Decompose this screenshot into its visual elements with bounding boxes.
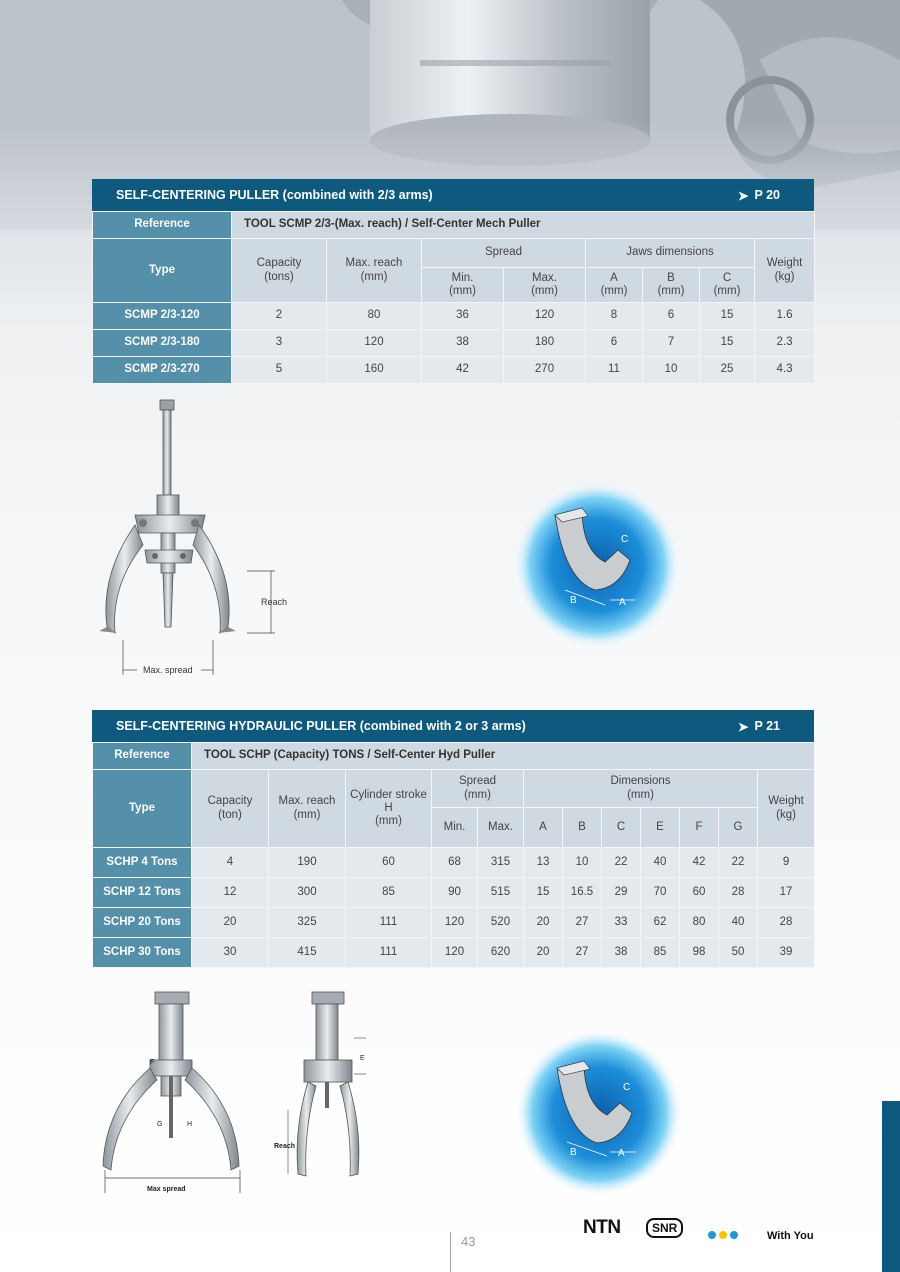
table-row (93, 303, 815, 330)
spread-min-header: Min. (432, 808, 478, 848)
cell-weight: 28 (758, 908, 815, 938)
spread-header: Spread (422, 239, 586, 268)
snr-logo: SNR (646, 1218, 683, 1238)
max-reach-header: Max. reach (mm) (269, 770, 346, 848)
weight-header: Weight (kg) (758, 770, 815, 848)
cell-g: 40 (719, 908, 758, 938)
cell-b: 6 (643, 303, 700, 330)
dot-icon (719, 1231, 727, 1239)
cell-min: 120 (432, 908, 478, 938)
cell-weight: 17 (758, 878, 815, 908)
cell-a: 20 (524, 908, 563, 938)
cell-weight: 4.3 (755, 357, 815, 384)
arrow-right-icon: ➤ (738, 719, 749, 734)
cell-e: 40 (641, 848, 680, 878)
cell-max: 180 (504, 330, 586, 357)
cell-min: 90 (432, 878, 478, 908)
jaw-a-label: A (618, 1148, 625, 1159)
cell-a: 6 (586, 330, 643, 357)
row-type: SCMP 2/3-180 (93, 330, 232, 357)
max-spread-label: Max. spread (143, 665, 193, 675)
mech-puller-table (92, 211, 815, 384)
cell-g: 50 (719, 938, 758, 968)
cell-b: 27 (563, 908, 602, 938)
max-spread-label: Max spread (147, 1186, 186, 1193)
dim-g-header: G (719, 808, 758, 848)
cell-b: 10 (643, 357, 700, 384)
cell-capacity: 3 (232, 330, 327, 357)
stroke-header: Cylinder stroke H (mm) (346, 770, 432, 848)
cell-c: 25 (700, 357, 755, 384)
footer-divider (450, 1232, 451, 1272)
side-tab-marker (882, 1101, 900, 1272)
dot-icon (708, 1231, 716, 1239)
row-type: SCMP 2/3-120 (93, 303, 232, 330)
cell-max: 315 (478, 848, 524, 878)
cell-weight: 39 (758, 938, 815, 968)
jaw-c-label: C (623, 1082, 631, 1093)
jaw-dimension-diagram (512, 1028, 687, 1198)
cell-e: 70 (641, 878, 680, 908)
tagline: With You (767, 1230, 814, 1242)
spread-min-header: Min. (mm) (422, 268, 504, 303)
cell-capacity: 2 (232, 303, 327, 330)
weight-header: Weight (kg) (755, 239, 815, 303)
reference-value: TOOL SCMP 2/3-(Max. reach) / Self-Center Mech Puller (232, 212, 815, 239)
page-number: 43 (461, 1234, 476, 1249)
cell-c: 33 (602, 908, 641, 938)
cell-max: 120 (504, 303, 586, 330)
dim-c-header: C (602, 808, 641, 848)
cell-g: 22 (719, 848, 758, 878)
table-row (93, 908, 815, 938)
dim-a-header: A (524, 808, 563, 848)
section-title: SELF-CENTERING HYDRAULIC PULLER (combined with 2 or 3 arms) (116, 719, 526, 733)
jaw-a-header: A (mm) (586, 268, 643, 303)
cell-a: 13 (524, 848, 563, 878)
cell-a: 11 (586, 357, 643, 384)
cell-weight: 9 (758, 848, 815, 878)
cell-stroke: 85 (346, 878, 432, 908)
reference-label: Reference (93, 743, 192, 770)
cell-c: 22 (602, 848, 641, 878)
arrow-right-icon: ➤ (738, 188, 749, 203)
cell-reach: 80 (327, 303, 422, 330)
cell-c: 15 (700, 303, 755, 330)
cell-stroke: 60 (346, 848, 432, 878)
cell-c: 29 (602, 878, 641, 908)
cell-weight: 1.6 (755, 303, 815, 330)
table-row (93, 330, 815, 357)
capacity-header: Capacity (tons) (232, 239, 327, 303)
cell-reach: 415 (269, 938, 346, 968)
cell-max: 520 (478, 908, 524, 938)
dim-h-label: H (187, 1121, 193, 1128)
row-type: SCHP 12 Tons (93, 878, 192, 908)
brand-dots (708, 1231, 738, 1239)
cell-b: 10 (563, 848, 602, 878)
jaw-b-header: B (mm) (643, 268, 700, 303)
cell-reach: 325 (269, 908, 346, 938)
mech-puller-drawing (95, 395, 325, 680)
dim-e-header: E (641, 808, 680, 848)
dimensions-header: Dimensions (mm) (524, 770, 758, 808)
cell-reach: 190 (269, 848, 346, 878)
row-type: SCHP 4 Tons (93, 848, 192, 878)
dim-b-header: B (563, 808, 602, 848)
section-mech-puller (92, 179, 814, 384)
cell-c: 15 (700, 330, 755, 357)
capacity-header: Capacity (ton) (192, 770, 269, 848)
cell-max: 515 (478, 878, 524, 908)
cell-f: 42 (680, 848, 719, 878)
cell-weight: 2.3 (755, 330, 815, 357)
cell-e: 62 (641, 908, 680, 938)
dim-f-label: F (150, 1059, 155, 1066)
cell-reach: 300 (269, 878, 346, 908)
cell-f: 98 (680, 938, 719, 968)
page-reference-label: P 21 (754, 719, 780, 733)
jaw-dimension-diagram (510, 480, 685, 650)
cell-capacity: 20 (192, 908, 269, 938)
cell-g: 28 (719, 878, 758, 908)
spread-max-header: Max. (mm) (504, 268, 586, 303)
jaw-c-label: C (621, 534, 629, 545)
jaws-header: Jaws dimensions (586, 239, 755, 268)
cell-capacity: 5 (232, 357, 327, 384)
dot-icon (730, 1231, 738, 1239)
jaw-b-label: B (570, 595, 577, 606)
cell-a: 15 (524, 878, 563, 908)
row-type: SCMP 2/3-270 (93, 357, 232, 384)
row-type: SCHP 20 Tons (93, 908, 192, 938)
cell-min: 38 (422, 330, 504, 357)
cell-stroke: 111 (346, 938, 432, 968)
dim-f-header: F (680, 808, 719, 848)
cell-capacity: 12 (192, 878, 269, 908)
dim-g-label: G (157, 1121, 163, 1128)
cell-capacity: 4 (192, 848, 269, 878)
table-row (93, 357, 815, 384)
page-reference-label: P 20 (754, 188, 780, 202)
dim-e-label: E (360, 1055, 365, 1062)
table-row (93, 938, 815, 968)
jaw-b-label: B (570, 1147, 577, 1158)
cell-capacity: 30 (192, 938, 269, 968)
cell-c: 38 (602, 938, 641, 968)
section-hyd-puller (92, 710, 814, 968)
page-reference[interactable] (738, 188, 780, 203)
table-row (93, 848, 815, 878)
spread-header: Spread (mm) (432, 770, 524, 808)
hyd-puller-drawing-3-arms (95, 988, 255, 1198)
cell-a: 8 (586, 303, 643, 330)
spread-max-header: Max. (478, 808, 524, 848)
cell-f: 60 (680, 878, 719, 908)
table-row (93, 878, 815, 908)
cell-a: 20 (524, 938, 563, 968)
section-header (92, 710, 814, 742)
cell-e: 85 (641, 938, 680, 968)
cell-min: 42 (422, 357, 504, 384)
cell-min: 68 (432, 848, 478, 878)
max-reach-header: Max. reach (mm) (327, 239, 422, 303)
jaw-c-header: C (mm) (700, 268, 755, 303)
ntn-logo: NTN (583, 1217, 621, 1238)
reach-label: Reach (274, 1143, 296, 1150)
jaw-a-label: A (619, 597, 626, 608)
cell-max: 270 (504, 357, 586, 384)
cell-b: 7 (643, 330, 700, 357)
type-header: Type (93, 239, 232, 303)
row-type: SCHP 30 Tons (93, 938, 192, 968)
cell-stroke: 111 (346, 908, 432, 938)
cell-min: 36 (422, 303, 504, 330)
page-reference[interactable] (738, 719, 780, 734)
reach-label: Reach (261, 597, 288, 607)
section-header (92, 179, 814, 211)
reference-value: TOOL SCHP (Capacity) TONS / Self-Center Hyd Puller (192, 743, 815, 770)
hyd-puller-drawing-2-arms (270, 988, 370, 1193)
section-title: SELF-CENTERING PULLER (combined with 2/3 arms) (116, 188, 433, 202)
cell-reach: 160 (327, 357, 422, 384)
cell-max: 620 (478, 938, 524, 968)
cell-min: 120 (432, 938, 478, 968)
cell-reach: 120 (327, 330, 422, 357)
cell-b: 16.5 (563, 878, 602, 908)
reference-label: Reference (93, 212, 232, 239)
hyd-puller-table (92, 742, 815, 968)
cell-b: 27 (563, 938, 602, 968)
type-header: Type (93, 770, 192, 848)
cell-f: 80 (680, 908, 719, 938)
